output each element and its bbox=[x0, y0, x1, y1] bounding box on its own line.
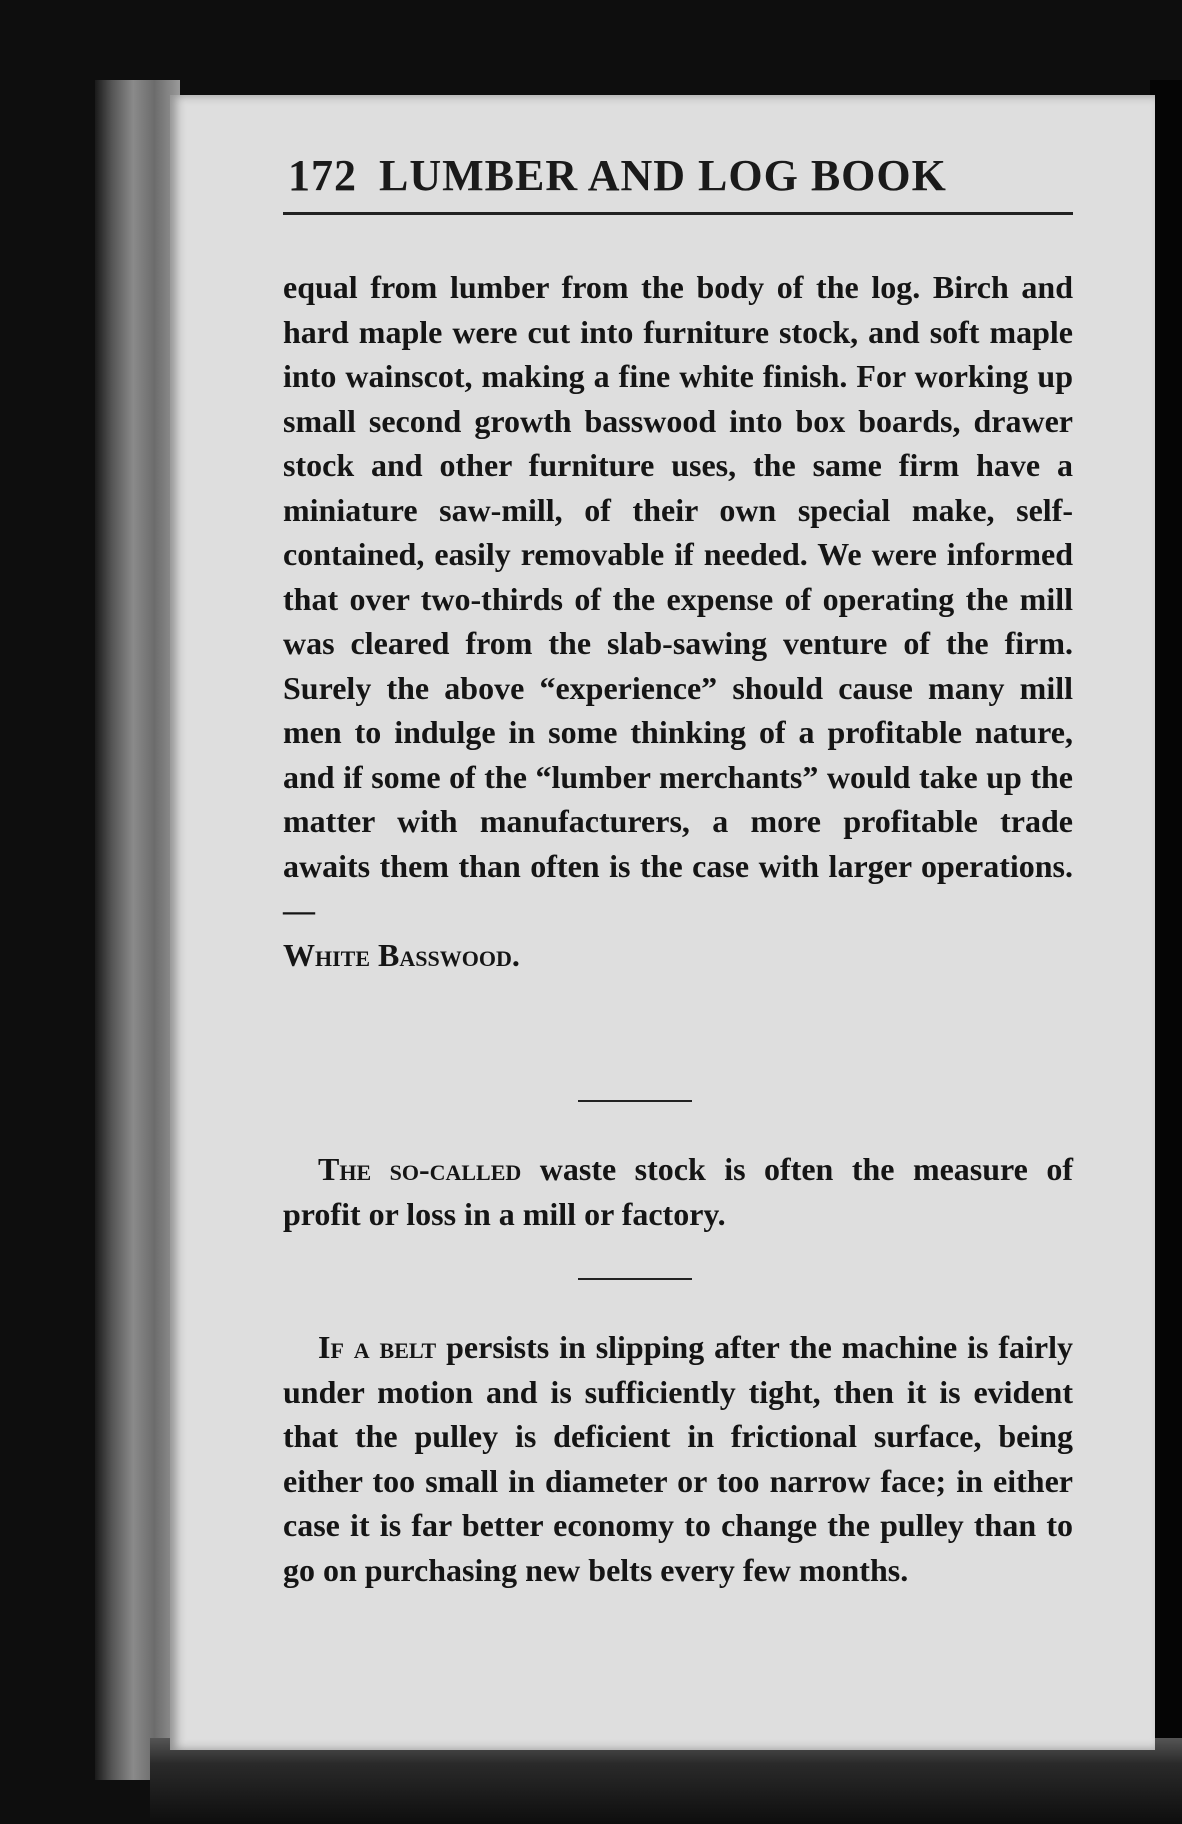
paragraph-belt bbox=[283, 1325, 1073, 1592]
paragraph-lead: The so-called bbox=[318, 1151, 522, 1187]
page-number: 172 bbox=[288, 151, 357, 200]
paragraph-body: waste stock is often the measure of profit or loss in a mill or factory. bbox=[283, 1151, 1074, 1232]
section-divider bbox=[578, 1100, 692, 1102]
section-divider bbox=[578, 1278, 692, 1280]
book-left-edge bbox=[95, 80, 180, 1780]
paragraph-lead: If a belt bbox=[318, 1329, 437, 1365]
paragraph-waste-stock bbox=[283, 1147, 1073, 1236]
running-title: LUMBER AND LOG BOOK bbox=[379, 151, 947, 200]
paragraph-body: equal from lumber from the body of the log. Birch and hard maple were cut into furniture stock, and soft maple into wainscot, making a fine white finish. For working up small second growth basswood into box boards, drawer stock and other furniture uses, the same firm have a miniature saw-mill, of their own special make, self-contained, easily removable if needed. We were informed that over two-thirds of the expense of operating the mill was cleared from the slab-sawing venture of the firm. Surely the above “experience” should cause many mill men to indulge in some thinking of a profitable nature, and if some of the “lumber merchants” would take up the matter with manufacturers, a more profitable trade awaits them than often is the case with larger operations.— bbox=[283, 269, 1073, 928]
header-rule bbox=[283, 212, 1073, 215]
paragraph-basswood bbox=[283, 265, 1073, 977]
attribution: White Basswood. bbox=[283, 936, 520, 973]
paragraph-body: persists in slipping after the machine is fairly under motion and is sufficiently tight, then it is evident that the pulley is deficient in frictional surface, being either too small in diameter or too narrow face; in either case it is far better economy to change the pulley than to go on purchasing new belts every few months. bbox=[283, 1329, 1073, 1588]
running-header bbox=[288, 150, 1078, 201]
book-bottom-edge bbox=[150, 1738, 1182, 1824]
